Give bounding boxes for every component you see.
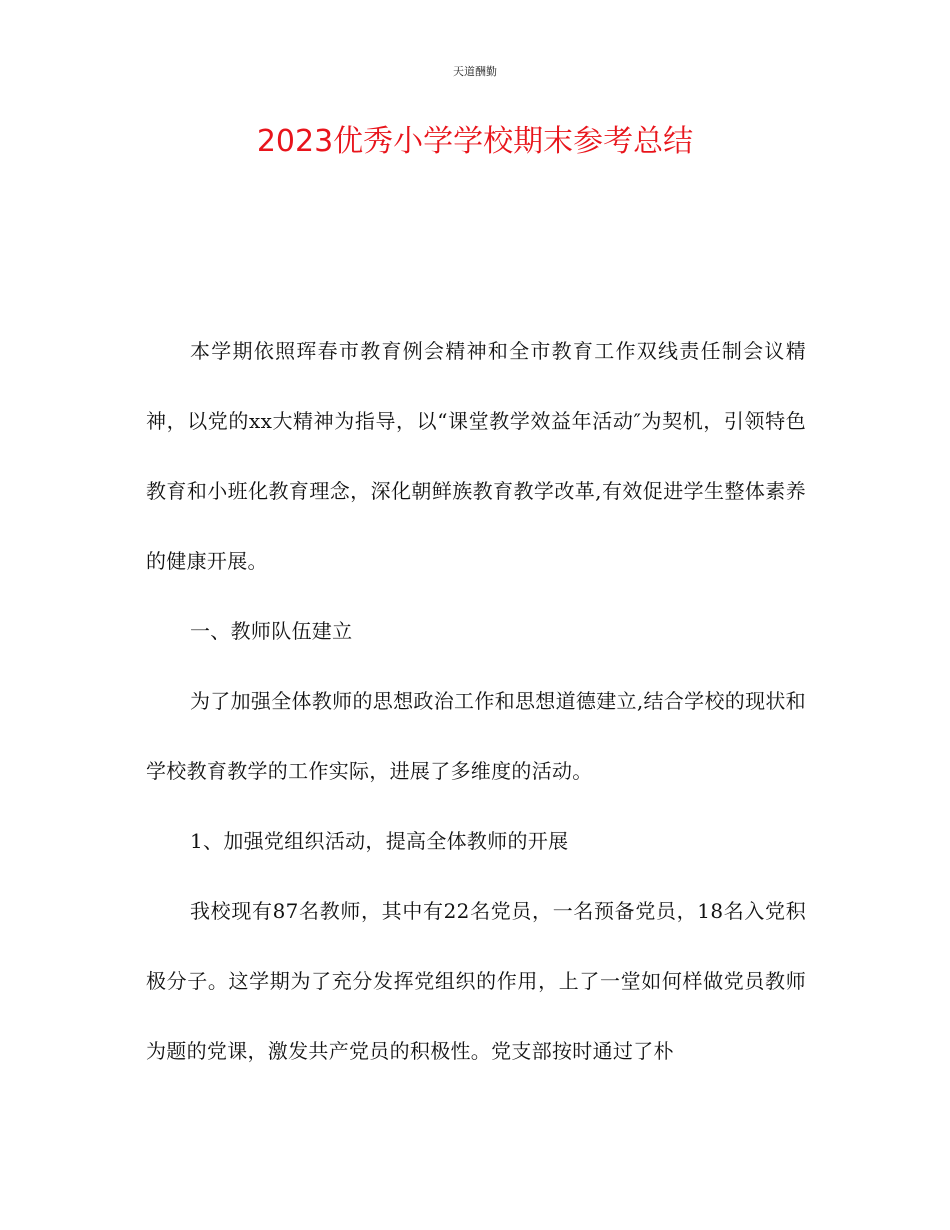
section-paragraph: 我校现有87名教师，其中有22名党员，一名预备党员，18名入党积极分子。这学期为了充分发挥党组织的作用，上了一堂如何样做党员教师为题的党课，激发共产党员的积极性。党支部按时通过了朴 [146, 899, 806, 1063]
section-heading-teacher-team: 一、教师队伍建立 [190, 619, 353, 643]
document-title: 2023优秀小学学校期末参考总结 [256, 124, 694, 159]
subsection-heading-party-activities: 1、加强党组织活动，提高全体教师的开展 [190, 829, 569, 853]
document-body [146, 316, 806, 1086]
section-paragraph: 为了加强全体教师的思想政治工作和思想道德建立,结合学校的现状和学校教育教学的工作实际，进展了多维度的活动。 [146, 689, 806, 783]
intro-paragraph: 本学期依照珲春市教育例会精神和全市教育工作双线责任制会议精神，以党的xx大精神为指导，以“课堂教学效益年活动″为契机，引领特色教育和小班化教育理念，深化朝鲜族教育教学改革,有效促进学生整体素养的健康开展。 [146, 339, 806, 573]
page-header: 天道酬勤 [453, 65, 497, 78]
